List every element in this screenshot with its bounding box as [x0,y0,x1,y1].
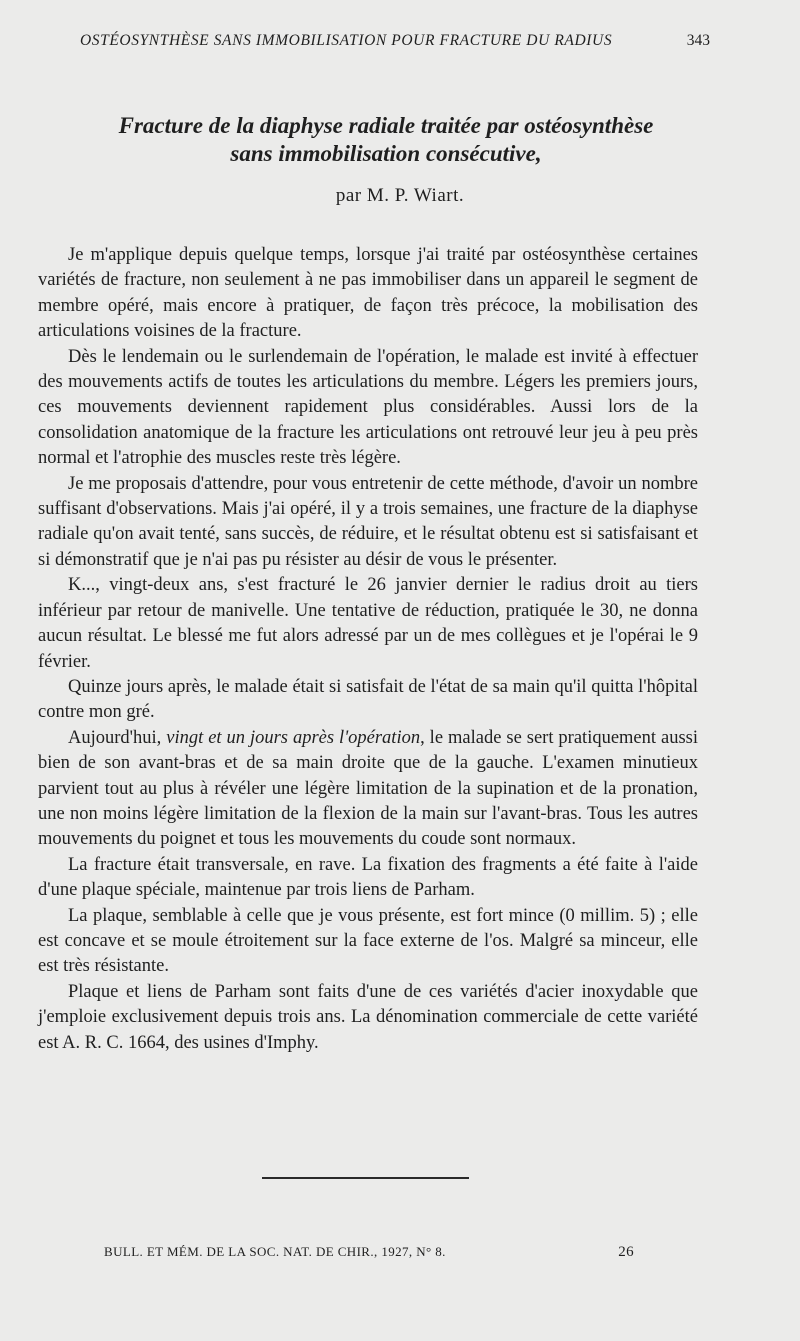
section-divider [262,1177,469,1179]
paragraph-rest: , le malade se sert pratiquement aussi bien de son avant-bras et de sa main droite que de la gauche. L'examen minutieux parvient tout au plus à révéler une légère limitation de la supination et de la pronation, une non moins légère limitation de la flexion de la main sur l'avant-bras. Tous les autres mouvements du poignet et tous les mouvements du coude sont normaux. [38,727,698,850]
article-body [38,243,698,1056]
paragraph: Dès le lendemain ou le surlendemain de l'opération, le malade est invité à effectuer des mouvements actifs de toutes les articulations du membre. Légers les premiers jours, ces mouvements deviennent rapidement plus considérables. Aussi lors de la consolidation anatomique de la fracture les articulations ont retrouvé leur jeu à peu près normal et l'atrophie des muscles reste très légère. [38,346,698,469]
article-title-line-2: sans immobilisation consécutive, [230,141,542,166]
paragraph: Je m'applique depuis quelque temps, lorsque j'ai traité par ostéosynthèse certaines variétés de fracture, non seulement à ne pas immobiliser dans un appareil le segment de membre opéré, mais encore à pratiquer, de façon très précoce, la mobilisation des articulations voisines de la fracture. [38,245,698,342]
signature-number: 26 [618,1244,634,1260]
paragraph-italic: vingt et un jours après l'opération [166,727,421,748]
byline: par M. P. Wiart. [335,185,465,206]
journal-citation: BULL. ET MÉM. DE LA SOC. NAT. DE CHIR., 1927, N° 8. [104,1244,446,1259]
paragraph: Je me proposais d'attendre, pour vous entretenir de cette méthode, d'avoir un nombre suffisant d'observations. Mais j'ai opéré, il y a trois semaines, une fracture de la diaphyse radiale qu'on avait tenté, sans succès, de réduire, et le résultat obtenu est si satisfaisant et si démonstratif que je n'ai pas pu résister au désir de vous le présenter. [38,473,698,570]
article-title-line-1: Fracture de la diaphyse radiale traitée par ostéosynthèse [118,113,654,138]
paragraph: La plaque, semblable à celle que je vous présente, est fort mince (0 millim. 5) ; elle est concave et se moule étroitement sur la face externe de l'os. Malgré sa minceur, elle est très résistante. [38,905,698,977]
article-title [36,112,736,168]
paragraph [38,726,698,853]
paragraph: K..., vingt-deux ans, s'est fracturé le 26 janvier dernier le radius droit au tiers inférieur par retour de manivelle. Une tentative de réduction, pratiquée le 30, ne donna aucun résultat. Le blessé me fut alors adressé par un de mes collègues et je l'opérai le 9 février. [38,575,698,672]
running-head [80,32,710,50]
paragraph-lead: Aujourd'hui, [68,727,167,748]
paragraph: La fracture était transversale, en rave. La fixation des fragments a été faite à l'aide d'une plaque spéciale, maintenue par trois liens de Parham. [38,854,698,901]
page-number: 343 [686,32,710,49]
footer [104,1244,634,1260]
paragraph: Quinze jours après, le malade était si satisfait de l'état de sa main qu'il quitta l'hôpital contre mon gré. [38,676,698,723]
running-title: OSTÉOSYNTHÈSE SANS IMMOBILISATION POUR FRACTURE DU RADIUS [80,32,613,49]
paragraph: Plaque et liens de Parham sont faits d'une de ces variétés d'acier inoxydable que j'emploie exclusivement depuis trois ans. La dénomination commerciale de cette variété est A. R. C. 1664, des usines d'Imphy. [38,981,698,1053]
